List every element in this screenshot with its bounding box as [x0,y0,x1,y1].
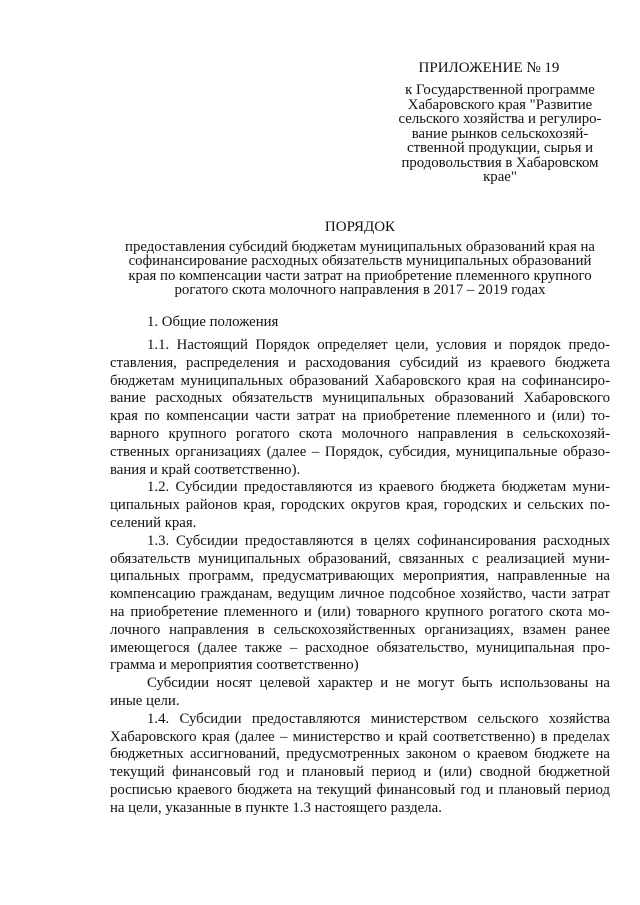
clause-1-2 [110,479,610,532]
clause-line: росписью краевого бюджета на текущий финансовый год и плановый период [110,781,610,798]
clause-line: 1.1. Настоящий Порядок определяет цели, условия и порядок предо- [147,337,610,353]
clause-line: вания и край соответственно). [110,461,301,478]
clause-line: текущий финансовый год и плановый период и (или) сводной бюджетной [110,764,610,781]
clause-line: имеющегося (далее также – расходное обязательство, муниципальная про- [110,639,610,656]
clause-line: края по компенсации части затрат на приобретение племенного и (или) то- [110,408,610,425]
document-body [110,337,610,818]
clause-line: 1.4. Субсидии предоставляются министерством сельского хозяйства [147,710,610,727]
appendix-line: вание рынков сельскохозяй- [411,125,589,142]
clause-line: 1.3. Субсидии предоставляются в целях софинансирования расходных [147,532,610,549]
appendix-line: сельского хозяйства и регулиро- [398,111,602,127]
subtitle-line: рогатого скота молочного направления в 2017 – 2019 годах [174,281,546,298]
appendix-line: к Государственной программе [405,82,595,98]
clause-line: на цели, указанные в пункте 1.3 настоящего раздела. [110,799,442,816]
subtitle-line: софинансирование расходных обязательств муниципальных образований [128,253,592,270]
subtitle-line: края по компенсации части затрат на приобретение племенного крупного [128,267,592,284]
document-subtitle [110,240,610,297]
appendix-line: продовольствия в Хабаровском [401,154,599,171]
clause-1-1 [110,337,610,479]
clause-1-3 [110,533,610,675]
clause-1-3-note [110,675,610,711]
appendix-line: крае" [483,169,517,185]
clause-line: иные цели. [110,692,180,709]
clause-line: бюджетам муниципальных образований Хабаровского края на софинансиро- [110,372,610,389]
clause-line: 1.2. Субсидии предоставляются из краевого бюджета бюджетам муни- [147,479,610,496]
section-title: 1. Общие положения [147,314,279,330]
clause-line: Субсидии носят целевой характер и не могут быть использованы на [147,675,610,692]
clause-line: ципальных районов края, городских округов края, городских и сельских по- [110,497,610,514]
clause-line: лочного направления в сельскохозяйственных организациях, взамен ранее [110,621,610,638]
clause-line: Хабаровского края (далее – министерство и край соответственно) в пределах [110,728,610,745]
clause-line: варного крупного рогатого скота молочного направления в сельскохозяй- [110,425,610,442]
clause-line: ставления, распределения и расходования субсидий из краевого бюджета [110,354,610,371]
clause-line: вание расходных обязательств муниципальных образований Хабаровского [110,390,610,407]
appendix-line: ственной продукции, сырья и [407,140,593,156]
appendix-reference [390,83,610,185]
document-heading: ПОРЯДОК [324,219,396,235]
clause-line: грамма и мероприятия соответственно) [110,657,359,674]
clause-1-4 [110,711,610,818]
subtitle-line: предоставления субсидий бюджетам муниципальных образований края на [125,239,595,255]
clause-line: селений края. [110,514,197,531]
appendix-line: Хабаровского края "Развитие [407,96,593,113]
clause-line: бюджетных ассигнований, предусмотренных законом о краевом бюджете на [110,746,610,763]
clause-line: обязательств муниципальных образований, связанных с реализацией муни- [110,550,610,567]
clause-line: ственных организациях (далее – Порядок, субсидия, муниципальные образо- [110,443,610,460]
clause-line: компенсацию гражданам, ведущим личное подсобное хозяйство, части затрат [110,586,610,603]
appendix-title: ПРИЛОЖЕНИЕ № 19 [418,60,560,76]
clause-line: ципальных программ, предусматривающих мероприятия, направленные на [110,568,610,585]
clause-line: на приобретение племенного и (или) товарного крупного рогатого скота мо- [110,603,610,620]
